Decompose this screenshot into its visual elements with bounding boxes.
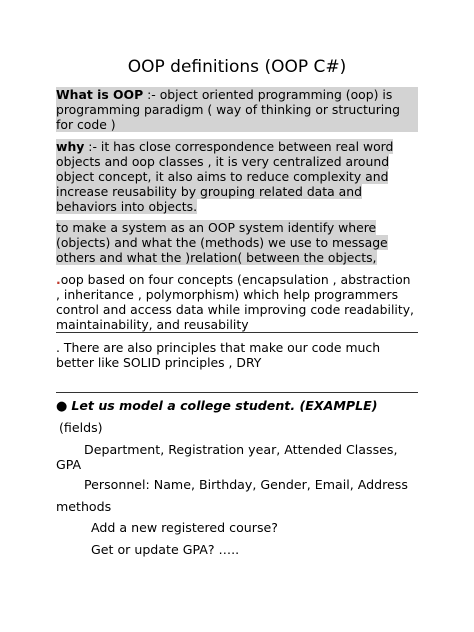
page-title: OOP definitions (OOP C#) bbox=[127, 57, 347, 77]
concepts-paragraph bbox=[56, 272, 418, 332]
concepts-text: oop based on four concepts (encapsulation , abstraction , inheritance , polymorphism) which help programmers control and access data while improving code readability, maintainability, and reusability bbox=[56, 272, 414, 332]
what-is-oop-text: object oriented programming (oop) is programming paradigm ( way of thinking or structuring for code ) bbox=[56, 87, 400, 132]
example-heading bbox=[56, 398, 377, 414]
what-is-oop-paragraph bbox=[56, 87, 418, 132]
divider-2 bbox=[56, 392, 418, 393]
what-is-oop-separator: :- bbox=[143, 87, 160, 102]
solid-paragraph: . There are also principles that make our code much better like SOLID principles , DRY bbox=[56, 340, 381, 370]
why-label: why bbox=[56, 139, 85, 154]
method-item-2: Get or update GPA? ….. bbox=[91, 542, 240, 557]
fields-label: (fields) bbox=[59, 420, 103, 435]
method-item-1: Add a new registered course? bbox=[91, 520, 278, 535]
why-paragraph bbox=[56, 139, 418, 214]
concepts-dot: . bbox=[56, 272, 61, 287]
bullet-icon: ● bbox=[56, 399, 68, 414]
system-paragraph bbox=[56, 220, 418, 265]
what-is-oop-label: What is OOP bbox=[56, 87, 144, 102]
why-separator: :- bbox=[84, 139, 101, 154]
fields-line-2: GPA bbox=[56, 457, 82, 472]
methods-label: methods bbox=[56, 499, 112, 514]
system-text: to make a system as an OOP system identify where (objects) and what the (methods) we use to message others and what the )relation( between the objects, bbox=[56, 220, 388, 265]
personnel-line: Personnel: Name, Birthday, Gender, Email, Address bbox=[84, 477, 408, 492]
why-text: it has close correspondence between real word objects and oop classes , it is very centralized around object concept, it also aims to reduce complexity and increase reusability by grouping related data and behaviors into objects. bbox=[56, 139, 394, 214]
fields-line-1: Department, Registration year, Attended Classes, bbox=[84, 442, 398, 457]
example-text: Let us model a college student. (EXAMPLE) bbox=[71, 398, 378, 413]
divider-1 bbox=[56, 332, 418, 333]
